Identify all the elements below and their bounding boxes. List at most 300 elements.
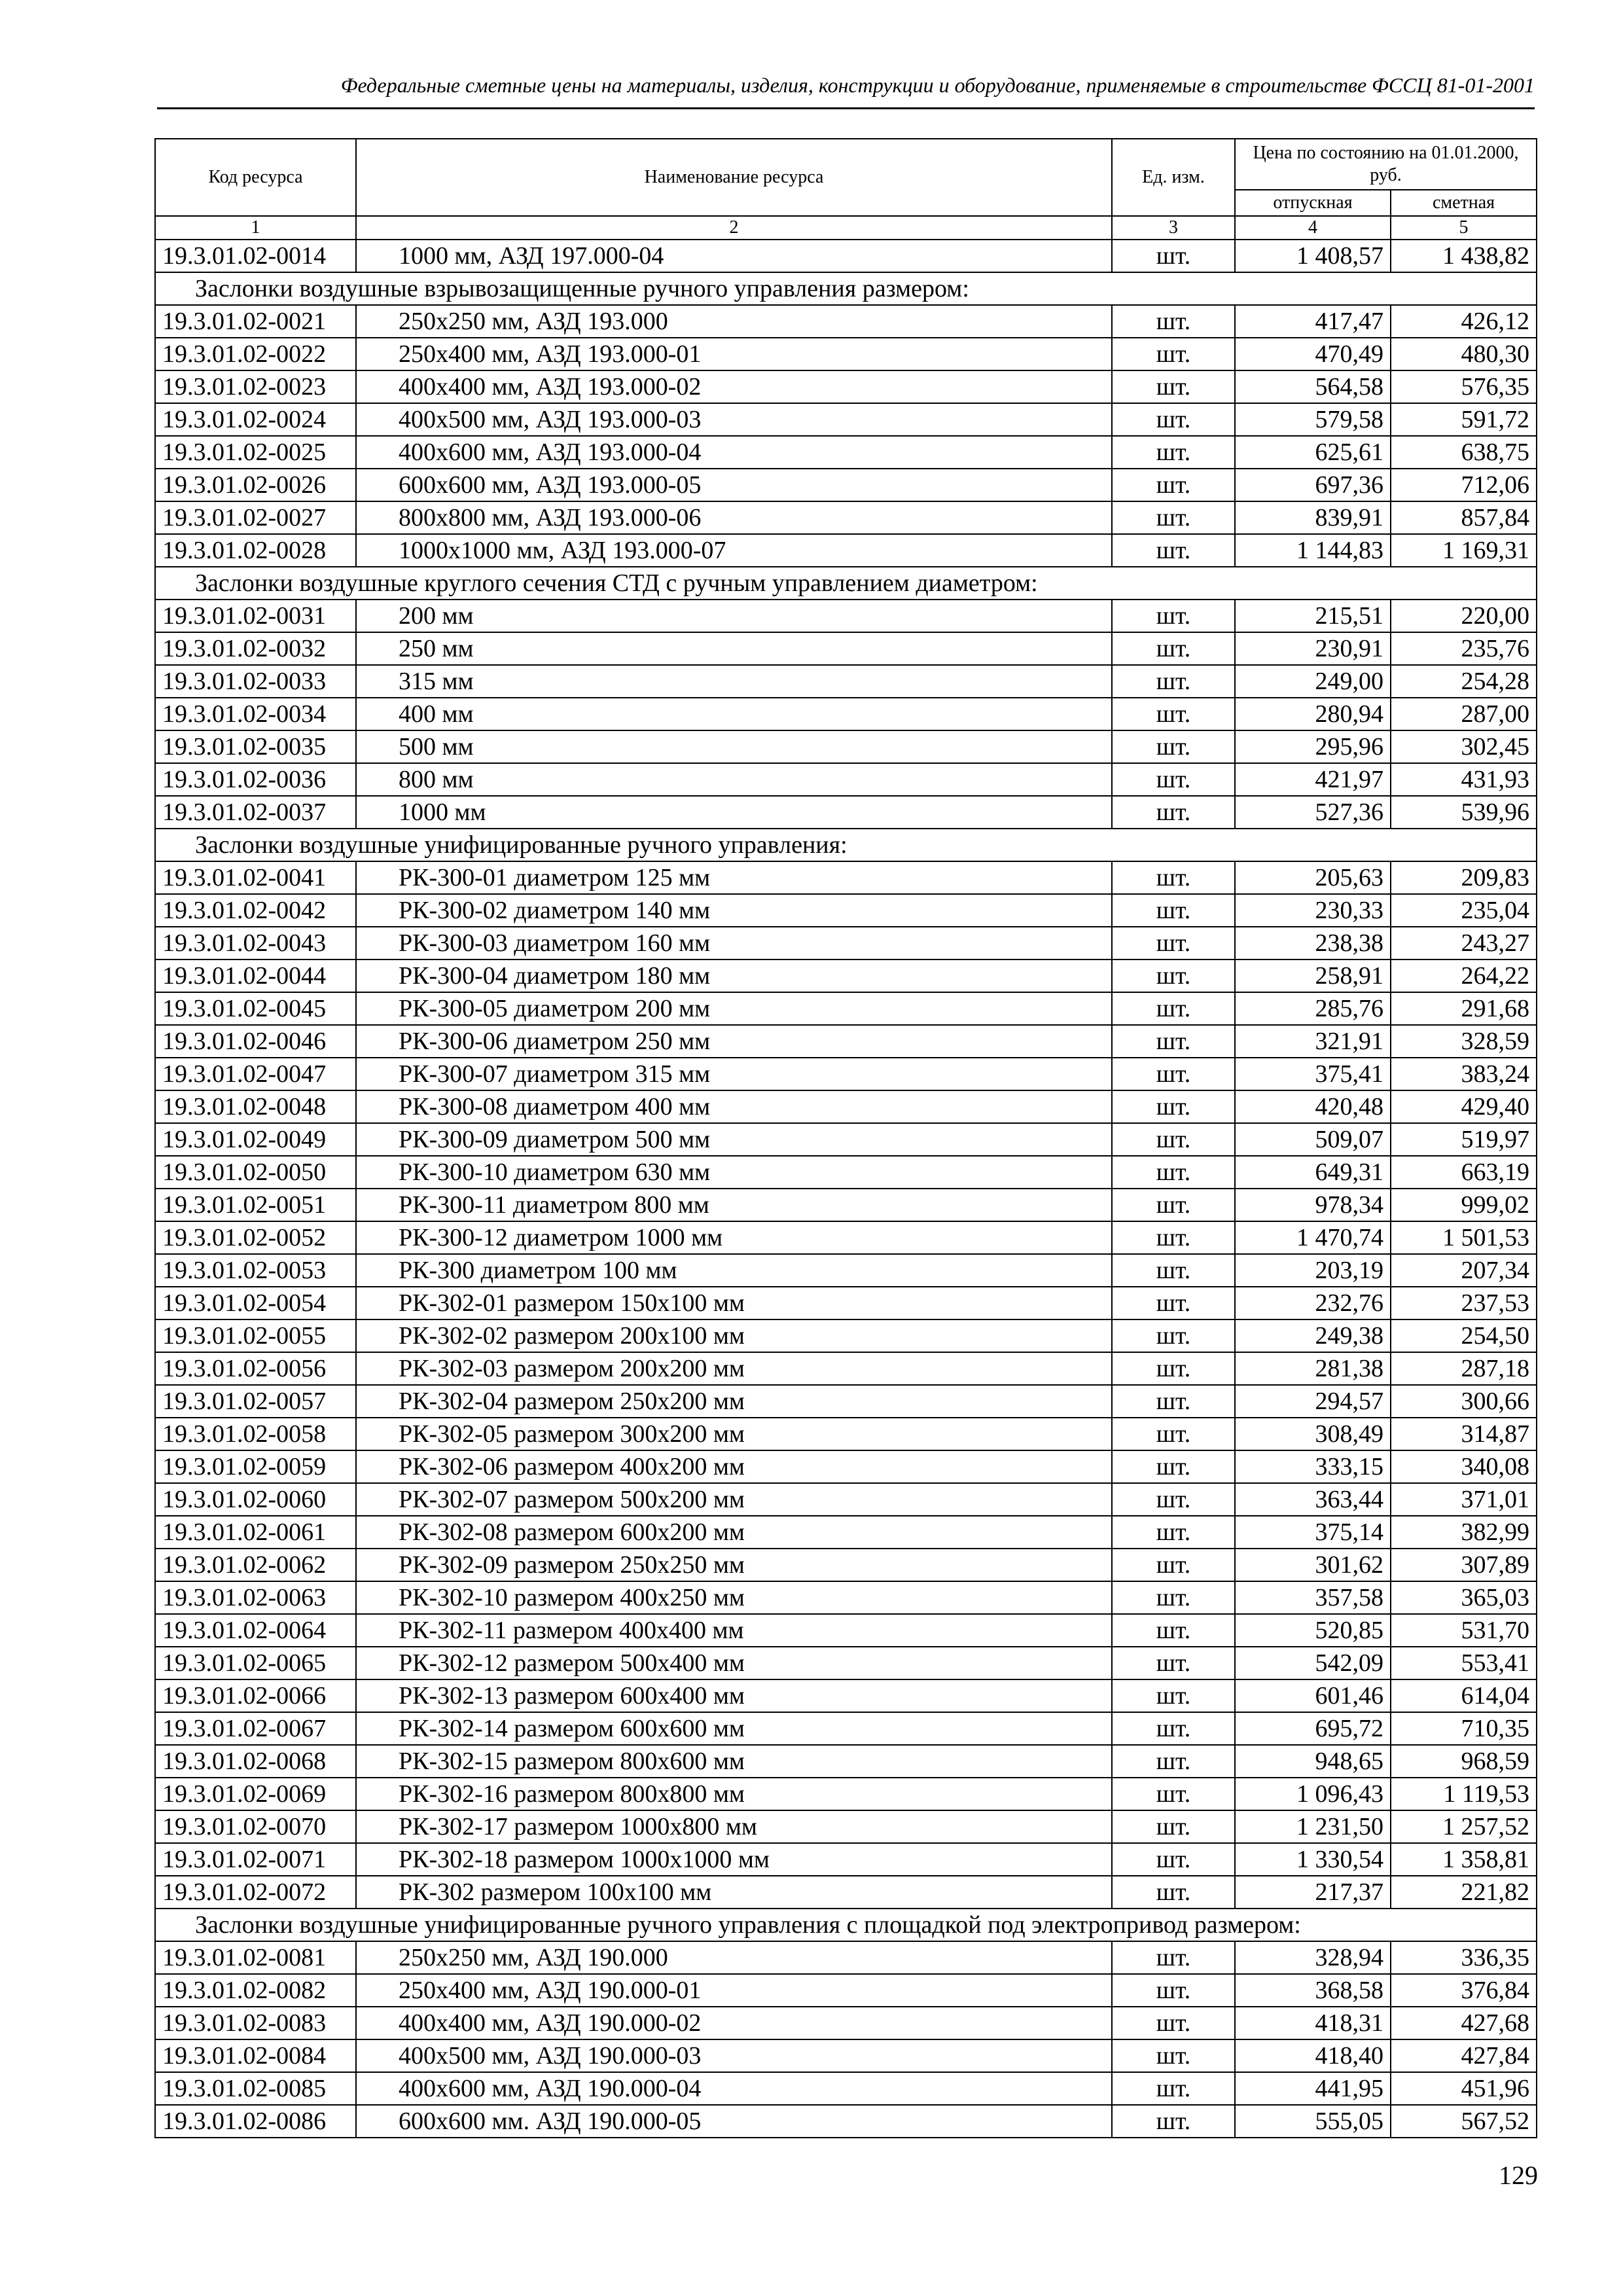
estimate-price: 1 169,31 — [1391, 534, 1537, 567]
unit-cell: шт. — [1112, 763, 1235, 796]
unit-cell: шт. — [1112, 2105, 1235, 2138]
table-row — [155, 338, 1537, 370]
estimate-price: 254,28 — [1391, 665, 1537, 698]
resource-name: 250х400 мм, АЗД 193.000-01 — [356, 338, 1112, 370]
table-row — [155, 1745, 1537, 1778]
resource-name: РК-302-18 размером 1000х1000 мм — [356, 1843, 1112, 1876]
release-price: 564,58 — [1235, 370, 1391, 403]
release-price: 357,58 — [1235, 1581, 1391, 1614]
resource-code: 19.3.01.02-0037 — [155, 796, 356, 829]
unit-cell: шт. — [1112, 632, 1235, 665]
release-price: 697,36 — [1235, 469, 1391, 501]
header-unit: Ед. изм. — [1112, 139, 1235, 216]
release-price: 520,85 — [1235, 1614, 1391, 1647]
section-row — [155, 829, 1537, 861]
column-number: 4 — [1235, 216, 1391, 240]
release-price: 230,91 — [1235, 632, 1391, 665]
estimate-price: 426,12 — [1391, 305, 1537, 338]
estimate-price: 209,83 — [1391, 861, 1537, 894]
estimate-price: 237,53 — [1391, 1287, 1537, 1319]
table-row — [155, 600, 1537, 632]
resource-code: 19.3.01.02-0036 — [155, 763, 356, 796]
table-row — [155, 534, 1537, 567]
resource-name: 400х400 мм, АЗД 190.000-02 — [356, 2007, 1112, 2039]
unit-cell: шт. — [1112, 1876, 1235, 1909]
resource-code: 19.3.01.02-0060 — [155, 1483, 356, 1516]
table-row — [155, 992, 1537, 1025]
table-row — [155, 501, 1537, 534]
release-price: 420,48 — [1235, 1090, 1391, 1123]
table-row — [155, 1876, 1537, 1909]
release-price: 695,72 — [1235, 1712, 1391, 1745]
unit-cell: шт. — [1112, 1254, 1235, 1287]
table-row — [155, 1319, 1537, 1352]
unit-cell: шт. — [1112, 1090, 1235, 1123]
resource-code: 19.3.01.02-0068 — [155, 1745, 356, 1778]
section-row — [155, 1909, 1537, 1941]
estimate-price: 221,82 — [1391, 1876, 1537, 1909]
resource-code: 19.3.01.02-0081 — [155, 1941, 356, 1974]
release-price: 295,96 — [1235, 730, 1391, 763]
table-row — [155, 1123, 1537, 1156]
release-price: 948,65 — [1235, 1745, 1391, 1778]
resource-name: РК-302-02 размером 200х100 мм — [356, 1319, 1112, 1352]
estimate-price: 382,99 — [1391, 1516, 1537, 1549]
unit-cell: шт. — [1112, 1810, 1235, 1843]
estimate-price: 300,66 — [1391, 1385, 1537, 1418]
resource-code: 19.3.01.02-0084 — [155, 2039, 356, 2072]
unit-cell: шт. — [1112, 469, 1235, 501]
column-number: 1 — [155, 216, 356, 240]
resource-code: 19.3.01.02-0052 — [155, 1221, 356, 1254]
estimate-price: 519,97 — [1391, 1123, 1537, 1156]
table-row — [155, 1549, 1537, 1581]
resource-name: РК-300 диаметром 100 мм — [356, 1254, 1112, 1287]
unit-cell: шт. — [1112, 305, 1235, 338]
resource-code: 19.3.01.02-0086 — [155, 2105, 356, 2138]
resource-name: РК-302-05 размером 300х200 мм — [356, 1418, 1112, 1450]
release-price: 1 408,57 — [1235, 240, 1391, 272]
resource-code: 19.3.01.02-0053 — [155, 1254, 356, 1287]
resource-code: 19.3.01.02-0048 — [155, 1090, 356, 1123]
resource-name: 250х400 мм, АЗД 190.000-01 — [356, 1974, 1112, 2007]
table-row — [155, 960, 1537, 992]
unit-cell: шт. — [1112, 960, 1235, 992]
table-row — [155, 1090, 1537, 1123]
table-row — [155, 894, 1537, 927]
release-price: 527,36 — [1235, 796, 1391, 829]
unit-cell: шт. — [1112, 1614, 1235, 1647]
resource-code: 19.3.01.02-0071 — [155, 1843, 356, 1876]
unit-cell: шт. — [1112, 927, 1235, 960]
release-price: 217,37 — [1235, 1876, 1391, 1909]
header-price-group: Цена по состоянию на 01.01.2000, руб. — [1235, 139, 1537, 190]
unit-cell: шт. — [1112, 1941, 1235, 1974]
resource-name: РК-302-01 размером 150х100 мм — [356, 1287, 1112, 1319]
unit-cell: шт. — [1112, 2072, 1235, 2105]
release-price: 280,94 — [1235, 698, 1391, 730]
table-row — [155, 1843, 1537, 1876]
estimate-price: 314,87 — [1391, 1418, 1537, 1450]
table-row — [155, 1581, 1537, 1614]
resource-code: 19.3.01.02-0061 — [155, 1516, 356, 1549]
resource-code: 19.3.01.02-0058 — [155, 1418, 356, 1450]
resource-code: 19.3.01.02-0024 — [155, 403, 356, 436]
resource-name: 400 мм — [356, 698, 1112, 730]
table-row — [155, 1614, 1537, 1647]
unit-cell: шт. — [1112, 436, 1235, 469]
release-price: 294,57 — [1235, 1385, 1391, 1418]
resource-code: 19.3.01.02-0064 — [155, 1614, 356, 1647]
column-number: 3 — [1112, 216, 1235, 240]
resource-name: 600х600 мм, АЗД 193.000-05 — [356, 469, 1112, 501]
unit-cell: шт. — [1112, 501, 1235, 534]
table-row — [155, 1647, 1537, 1679]
resource-code: 19.3.01.02-0023 — [155, 370, 356, 403]
resource-name: РК-302-10 размером 400х250 мм — [356, 1581, 1112, 1614]
release-price: 285,76 — [1235, 992, 1391, 1025]
table-header — [155, 139, 1537, 240]
release-price: 441,95 — [1235, 2072, 1391, 2105]
estimate-price: 531,70 — [1391, 1614, 1537, 1647]
resource-code: 19.3.01.02-0032 — [155, 632, 356, 665]
section-row — [155, 567, 1537, 600]
unit-cell: шт. — [1112, 796, 1235, 829]
resource-code: 19.3.01.02-0022 — [155, 338, 356, 370]
release-price: 1 330,54 — [1235, 1843, 1391, 1876]
resource-name: РК-302-09 размером 250х250 мм — [356, 1549, 1112, 1581]
estimate-price: 712,06 — [1391, 469, 1537, 501]
resource-code: 19.3.01.02-0047 — [155, 1058, 356, 1090]
resource-name: РК-302-14 размером 600х600 мм — [356, 1712, 1112, 1745]
resource-name: 500 мм — [356, 730, 1112, 763]
unit-cell: шт. — [1112, 1843, 1235, 1876]
release-price: 978,34 — [1235, 1189, 1391, 1221]
estimate-price: 220,00 — [1391, 600, 1537, 632]
estimate-price: 451,96 — [1391, 2072, 1537, 2105]
resource-name: 1000х1000 мм, АЗД 193.000-07 — [356, 534, 1112, 567]
estimate-price: 207,34 — [1391, 1254, 1537, 1287]
unit-cell: шт. — [1112, 2039, 1235, 2072]
column-number: 5 — [1391, 216, 1537, 240]
unit-cell: шт. — [1112, 1025, 1235, 1058]
resource-name: РК-302-17 размером 1000х800 мм — [356, 1810, 1112, 1843]
unit-cell: шт. — [1112, 1352, 1235, 1385]
resource-code: 19.3.01.02-0065 — [155, 1647, 356, 1679]
estimate-price: 1 358,81 — [1391, 1843, 1537, 1876]
table-row — [155, 1974, 1537, 2007]
estimate-price: 307,89 — [1391, 1549, 1537, 1581]
unit-cell: шт. — [1112, 1385, 1235, 1418]
unit-cell: шт. — [1112, 1123, 1235, 1156]
section-row — [155, 272, 1537, 305]
unit-cell: шт. — [1112, 665, 1235, 698]
table-row — [155, 1156, 1537, 1189]
unit-cell: шт. — [1112, 1516, 1235, 1549]
table-row — [155, 1221, 1537, 1254]
unit-cell: шт. — [1112, 861, 1235, 894]
resource-code: 19.3.01.02-0042 — [155, 894, 356, 927]
estimate-price: 235,04 — [1391, 894, 1537, 927]
table-row — [155, 1025, 1537, 1058]
column-number: 2 — [356, 216, 1112, 240]
resource-code: 19.3.01.02-0067 — [155, 1712, 356, 1745]
resource-code: 19.3.01.02-0041 — [155, 861, 356, 894]
resource-code: 19.3.01.02-0021 — [155, 305, 356, 338]
resource-name: РК-300-10 диаметром 630 мм — [356, 1156, 1112, 1189]
estimate-price: 365,03 — [1391, 1581, 1537, 1614]
estimate-price: 302,45 — [1391, 730, 1537, 763]
table-row — [155, 1450, 1537, 1483]
table-row — [155, 1287, 1537, 1319]
resource-code: 19.3.01.02-0069 — [155, 1778, 356, 1810]
release-price: 1 470,74 — [1235, 1221, 1391, 1254]
release-price: 205,63 — [1235, 861, 1391, 894]
resource-name: 1000 мм, АЗД 197.000-04 — [356, 240, 1112, 272]
estimate-price: 340,08 — [1391, 1450, 1537, 1483]
estimate-price: 336,35 — [1391, 1941, 1537, 1974]
table-row — [155, 2105, 1537, 2138]
release-price: 238,38 — [1235, 927, 1391, 960]
table-row — [155, 632, 1537, 665]
estimate-price: 328,59 — [1391, 1025, 1537, 1058]
resource-name: РК-302-06 размером 400х200 мм — [356, 1450, 1112, 1483]
resource-code: 19.3.01.02-0055 — [155, 1319, 356, 1352]
unit-cell: шт. — [1112, 992, 1235, 1025]
column-numbers-row — [155, 216, 1537, 240]
unit-cell: шт. — [1112, 403, 1235, 436]
resource-code: 19.3.01.02-0035 — [155, 730, 356, 763]
table-row — [155, 403, 1537, 436]
estimate-price: 383,24 — [1391, 1058, 1537, 1090]
unit-cell: шт. — [1112, 1319, 1235, 1352]
table-row — [155, 1483, 1537, 1516]
table-row — [155, 1385, 1537, 1418]
unit-cell: шт. — [1112, 370, 1235, 403]
release-price: 215,51 — [1235, 600, 1391, 632]
release-price: 281,38 — [1235, 1352, 1391, 1385]
resource-code: 19.3.01.02-0050 — [155, 1156, 356, 1189]
unit-cell: шт. — [1112, 1221, 1235, 1254]
resource-name: РК-300-06 диаметром 250 мм — [356, 1025, 1112, 1058]
resource-name: 250х250 мм, АЗД 193.000 — [356, 305, 1112, 338]
resource-code: 19.3.01.02-0072 — [155, 1876, 356, 1909]
resource-code: 19.3.01.02-0014 — [155, 240, 356, 272]
unit-cell: шт. — [1112, 240, 1235, 272]
resource-code: 19.3.01.02-0049 — [155, 1123, 356, 1156]
estimate-price: 480,30 — [1391, 338, 1537, 370]
table-row — [155, 698, 1537, 730]
resource-code: 19.3.01.02-0063 — [155, 1581, 356, 1614]
table-row — [155, 2007, 1537, 2039]
price-table — [154, 138, 1537, 2138]
estimate-price: 638,75 — [1391, 436, 1537, 469]
running-header — [157, 72, 1535, 109]
resource-name: РК-302-11 размером 400х400 мм — [356, 1614, 1112, 1647]
header-name: Наименование ресурса — [356, 139, 1112, 216]
release-price: 418,31 — [1235, 2007, 1391, 2039]
table-row — [155, 2072, 1537, 2105]
release-price: 258,91 — [1235, 960, 1391, 992]
estimate-price: 591,72 — [1391, 403, 1537, 436]
release-price: 232,76 — [1235, 1287, 1391, 1319]
estimate-price: 287,00 — [1391, 698, 1537, 730]
header-code: Код ресурса — [155, 139, 356, 216]
estimate-price: 1 119,53 — [1391, 1778, 1537, 1810]
resource-name: РК-300-04 диаметром 180 мм — [356, 960, 1112, 992]
unit-cell: шт. — [1112, 894, 1235, 927]
resource-code: 19.3.01.02-0034 — [155, 698, 356, 730]
table-row — [155, 469, 1537, 501]
resource-name: 250 мм — [356, 632, 1112, 665]
resource-name: 400х500 мм, АЗД 193.000-03 — [356, 403, 1112, 436]
table-row — [155, 1352, 1537, 1385]
unit-cell: шт. — [1112, 698, 1235, 730]
table-row — [155, 1058, 1537, 1090]
release-price: 249,00 — [1235, 665, 1391, 698]
resource-name: 400х600 мм, АЗД 193.000-04 — [356, 436, 1112, 469]
table-row — [155, 861, 1537, 894]
resource-name: 250х250 мм, АЗД 190.000 — [356, 1941, 1112, 1974]
resource-code: 19.3.01.02-0033 — [155, 665, 356, 698]
release-price: 333,15 — [1235, 1450, 1391, 1483]
resource-name: РК-300-09 диаметром 500 мм — [356, 1123, 1112, 1156]
resource-name: 600х600 мм. АЗД 190.000-05 — [356, 2105, 1112, 2138]
release-price: 1 096,43 — [1235, 1778, 1391, 1810]
resource-name: 800х800 мм, АЗД 193.000-06 — [356, 501, 1112, 534]
resource-name: 1000 мм — [356, 796, 1112, 829]
release-price: 203,19 — [1235, 1254, 1391, 1287]
unit-cell: шт. — [1112, 1549, 1235, 1581]
resource-name: РК-300-02 диаметром 140 мм — [356, 894, 1112, 927]
estimate-price: 243,27 — [1391, 927, 1537, 960]
table-row — [155, 763, 1537, 796]
table-row — [155, 1418, 1537, 1450]
unit-cell: шт. — [1112, 600, 1235, 632]
estimate-price: 576,35 — [1391, 370, 1537, 403]
resource-name: РК-302-15 размером 800х600 мм — [356, 1745, 1112, 1778]
estimate-price: 857,84 — [1391, 501, 1537, 534]
resource-code: 19.3.01.02-0028 — [155, 534, 356, 567]
resource-code: 19.3.01.02-0051 — [155, 1189, 356, 1221]
resource-code: 19.3.01.02-0043 — [155, 927, 356, 960]
release-price: 363,44 — [1235, 1483, 1391, 1516]
table-row — [155, 1778, 1537, 1810]
resource-code: 19.3.01.02-0054 — [155, 1287, 356, 1319]
resource-name: РК-300-01 диаметром 125 мм — [356, 861, 1112, 894]
resource-name: РК-302 размером 100х100 мм — [356, 1876, 1112, 1909]
table-row — [155, 305, 1537, 338]
table-row — [155, 665, 1537, 698]
estimate-price: 291,68 — [1391, 992, 1537, 1025]
resource-code: 19.3.01.02-0062 — [155, 1549, 356, 1581]
estimate-price: 264,22 — [1391, 960, 1537, 992]
estimate-price: 235,76 — [1391, 632, 1537, 665]
release-price: 1 231,50 — [1235, 1810, 1391, 1843]
resource-name: РК-300-08 диаметром 400 мм — [356, 1090, 1112, 1123]
unit-cell: шт. — [1112, 1712, 1235, 1745]
release-price: 555,05 — [1235, 2105, 1391, 2138]
release-price: 649,31 — [1235, 1156, 1391, 1189]
unit-cell: шт. — [1112, 1189, 1235, 1221]
resource-code: 19.3.01.02-0045 — [155, 992, 356, 1025]
release-price: 375,14 — [1235, 1516, 1391, 1549]
release-price: 418,40 — [1235, 2039, 1391, 2072]
release-price: 375,41 — [1235, 1058, 1391, 1090]
resource-code: 19.3.01.02-0031 — [155, 600, 356, 632]
release-price: 321,91 — [1235, 1025, 1391, 1058]
resource-name: 400х600 мм, АЗД 190.000-04 — [356, 2072, 1112, 2105]
release-price: 368,58 — [1235, 1974, 1391, 2007]
table-row — [155, 927, 1537, 960]
section-title: Заслонки воздушные унифицированные ручного управления с площадкой под электропривод размером: — [155, 1909, 1537, 1941]
table-row — [155, 240, 1537, 272]
resource-name: 800 мм — [356, 763, 1112, 796]
section-title: Заслонки воздушные взрывозащищенные ручного управления размером: — [155, 272, 1537, 305]
unit-cell: шт. — [1112, 1483, 1235, 1516]
release-price: 601,46 — [1235, 1679, 1391, 1712]
unit-cell: шт. — [1112, 1974, 1235, 2007]
resource-name: РК-302-08 размером 600х200 мм — [356, 1516, 1112, 1549]
resource-name: РК-302-16 размером 800х800 мм — [356, 1778, 1112, 1810]
release-price: 509,07 — [1235, 1123, 1391, 1156]
resource-code: 19.3.01.02-0082 — [155, 1974, 356, 2007]
unit-cell: шт. — [1112, 730, 1235, 763]
unit-cell: шт. — [1112, 1581, 1235, 1614]
section-title: Заслонки воздушные унифицированные ручного управления: — [155, 829, 1537, 861]
release-price: 542,09 — [1235, 1647, 1391, 1679]
resource-name: 200 мм — [356, 600, 1112, 632]
resource-name: РК-300-12 диаметром 1000 мм — [356, 1221, 1112, 1254]
release-price: 839,91 — [1235, 501, 1391, 534]
estimate-price: 1 501,53 — [1391, 1221, 1537, 1254]
resource-name: РК-302-12 размером 500х400 мм — [356, 1647, 1112, 1679]
resource-name: РК-302-03 размером 200х200 мм — [356, 1352, 1112, 1385]
release-price: 421,97 — [1235, 763, 1391, 796]
unit-cell: шт. — [1112, 1156, 1235, 1189]
unit-cell: шт. — [1112, 1418, 1235, 1450]
estimate-price: 710,35 — [1391, 1712, 1537, 1745]
table-row — [155, 1941, 1537, 1974]
estimate-price: 553,41 — [1391, 1647, 1537, 1679]
unit-cell: шт. — [1112, 534, 1235, 567]
resource-name: 315 мм — [356, 665, 1112, 698]
estimate-price: 427,84 — [1391, 2039, 1537, 2072]
resource-name: РК-300-11 диаметром 800 мм — [356, 1189, 1112, 1221]
resource-code: 19.3.01.02-0059 — [155, 1450, 356, 1483]
estimate-price: 1 257,52 — [1391, 1810, 1537, 1843]
resource-name: РК-302-07 размером 500х200 мм — [356, 1483, 1112, 1516]
section-title: Заслонки воздушные круглого сечения СТД с ручным управлением диаметром: — [155, 567, 1537, 600]
release-price: 417,47 — [1235, 305, 1391, 338]
estimate-price: 1 438,82 — [1391, 240, 1537, 272]
table-row — [155, 796, 1537, 829]
unit-cell: шт. — [1112, 1679, 1235, 1712]
release-price: 625,61 — [1235, 436, 1391, 469]
unit-cell: шт. — [1112, 1450, 1235, 1483]
resource-code: 19.3.01.02-0070 — [155, 1810, 356, 1843]
resource-name: 400х500 мм, АЗД 190.000-03 — [356, 2039, 1112, 2072]
estimate-price: 254,50 — [1391, 1319, 1537, 1352]
table-row — [155, 1679, 1537, 1712]
unit-cell: шт. — [1112, 1058, 1235, 1090]
resource-code: 19.3.01.02-0066 — [155, 1679, 356, 1712]
unit-cell: шт. — [1112, 2007, 1235, 2039]
estimate-price: 429,40 — [1391, 1090, 1537, 1123]
estimate-price: 427,68 — [1391, 2007, 1537, 2039]
resource-code: 19.3.01.02-0044 — [155, 960, 356, 992]
resource-code: 19.3.01.02-0026 — [155, 469, 356, 501]
